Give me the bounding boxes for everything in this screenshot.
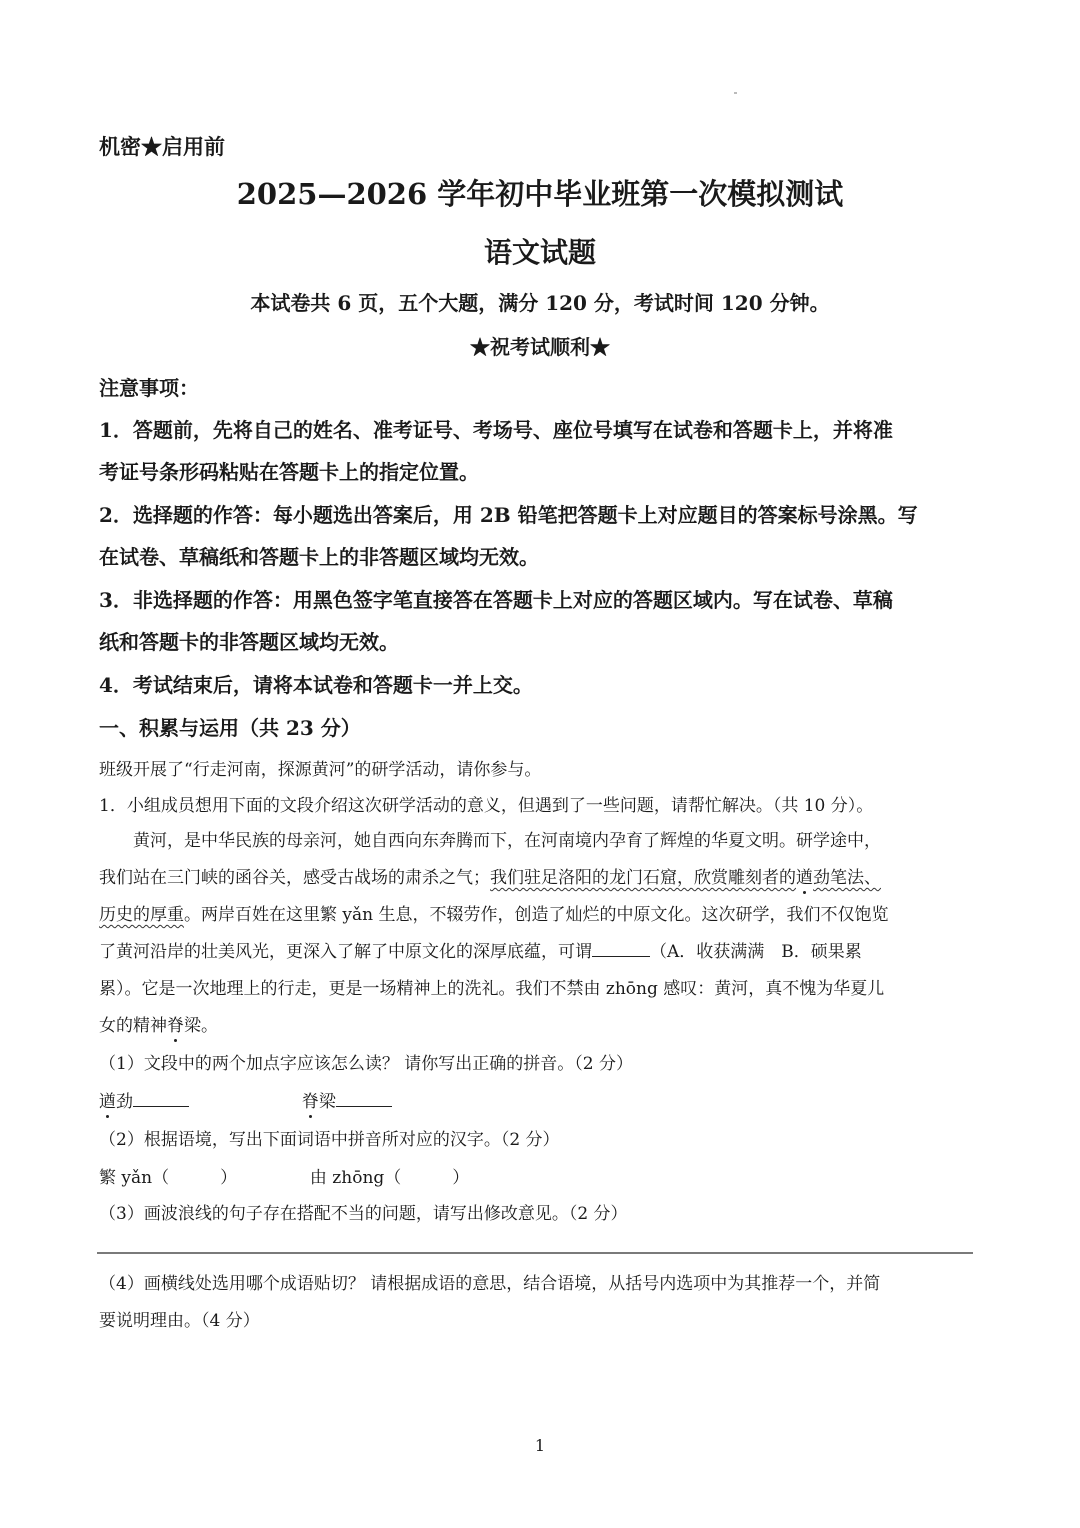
fan-yan-answer[interactable]: 繁 yǎn（ ）	[99, 1168, 238, 1188]
passage-line-5: 累）。它是一次地理上的行走，更是一场精神上的洗礼。我们不禁由 zhōng 感叹：黄河，真不愧为华夏儿	[99, 979, 885, 999]
answer-row-hanzi	[99, 1163, 469, 1188]
you-zhong-answer[interactable]: 由 zhōng（ ）	[309, 1168, 470, 1188]
passage-line-3	[99, 900, 979, 925]
subject-title: 语文试题	[483, 236, 596, 269]
answer-blank-qiujin[interactable]	[133, 1090, 189, 1107]
dotted-char-qiu: 遒	[796, 863, 813, 888]
dotted-char-ji: 脊	[302, 1087, 319, 1112]
wavy-sentence-part-1	[490, 868, 881, 888]
scan-speck	[734, 92, 737, 94]
section-heading: 一、积累与运用（共 23 分）	[99, 716, 361, 740]
word-rest: 梁	[318, 1092, 336, 1112]
exam-info: 本试卷共 6 页，五个大题，满分 120 分，考试时间 120 分钟。	[250, 291, 830, 315]
idiom-blank	[592, 942, 650, 957]
good-luck-line: ★祝考试顺利★	[470, 335, 610, 359]
passage-text: 女的精神	[99, 1016, 167, 1036]
passage-text: 。两岸百姓在这里繁 yǎn 生息，不辍劳作，创造了灿烂的中原文化。这次研学，我们不仅饱览	[184, 905, 889, 925]
section-intro: 班级开展了“行走河南，探源黄河”的研学活动，请你参与。	[99, 760, 542, 780]
word-rest: 劲	[116, 1092, 133, 1112]
question-1: 1．小组成员想用下面的文段介绍这次研学活动的意义，但遇到了一些问题，请帮忙解决。（共 10 分）。	[99, 796, 874, 816]
confidential-mark: 机密★启用前	[99, 134, 225, 159]
answer-line[interactable]	[97, 1252, 973, 1254]
passage-line-4	[99, 937, 979, 962]
passage-text: 我们驻足洛阳的龙门石窟，欣赏雕刻者的	[490, 868, 796, 888]
sub-question-3: （3）画波浪线的句子存在搭配不当的问题，请写出修改意见。（2 分）	[99, 1204, 628, 1224]
answer-blank-jiliang[interactable]	[336, 1090, 392, 1107]
exam-title: 2025—2026 学年初中毕业班第一次模拟测试	[236, 177, 844, 211]
passage-line-6	[99, 1011, 979, 1036]
sub-question-4-line1: （4）画横线处选用哪个成语贴切？ 请根据成语的意思，结合语境，从括号内选项中为其推荐一个，并简	[99, 1274, 881, 1294]
passage-text: 劲笔法、	[813, 868, 881, 888]
notice-item-4: 4．考试结束后，请将本试卷和答题卡一并上交。	[99, 673, 533, 697]
notice-item-1-line2: 考证号条形码粘贴在答题卡上的指定位置。	[99, 460, 479, 484]
passage-text: 了黄河沿岸的壮美风光，更深入了解了中原文化的深厚底蕴，可谓	[99, 942, 592, 962]
passage-text: 梁。	[184, 1016, 218, 1036]
notice-item-3-line1: 3．非选择题的作答：用黑色签字笔直接答在答题卡上对应的答题区域内。写在试卷、草稿	[99, 588, 893, 612]
dotted-char-ji: 脊	[167, 1011, 184, 1036]
sub-question-2: （2）根据语境，写出下面词语中拼音所对应的汉字。（2 分）	[99, 1130, 560, 1150]
passage-text: （A．收获满满 B．硕果累	[650, 942, 862, 962]
answer-row-pinyin	[99, 1087, 392, 1112]
notice-item-2-line1: 2．选择题的作答：每小题选出答案后，用 2B 铅笔把答题卡上对应题目的答案标号涂黑。写	[99, 503, 918, 527]
passage-line-2	[99, 863, 979, 888]
notice-heading: 注意事项：	[99, 376, 199, 400]
notice-item-2-line2: 在试卷、草稿纸和答题卡上的非答题区域均无效。	[99, 545, 539, 569]
sub-question-4-line2: 要说明理由。（4 分）	[99, 1311, 260, 1331]
notice-item-1-line1: 1．答题前，先将自己的姓名、准考证号、考场号、座位号填写在试卷和答题卡上，并将准	[99, 418, 893, 442]
page-number: 1	[534, 1436, 546, 1455]
passage-text: 我们站在三门峡的函谷关，感受古战场的肃杀之气；	[99, 868, 490, 888]
dotted-char-qiu: 遒	[99, 1087, 116, 1112]
sub-question-1: （1）文段中的两个加点字应该怎么读？ 请你写出正确的拼音。（2 分）	[99, 1054, 633, 1074]
passage-line-1: 黄河，是中华民族的母亲河，她自西向东奔腾而下，在河南境内孕育了辉煌的华夏文明。研学途中，	[133, 831, 881, 851]
notice-item-3-line2: 纸和答题卡的非答题区域均无效。	[99, 630, 399, 654]
wavy-sentence-part-2: 历史的厚重	[99, 905, 184, 925]
